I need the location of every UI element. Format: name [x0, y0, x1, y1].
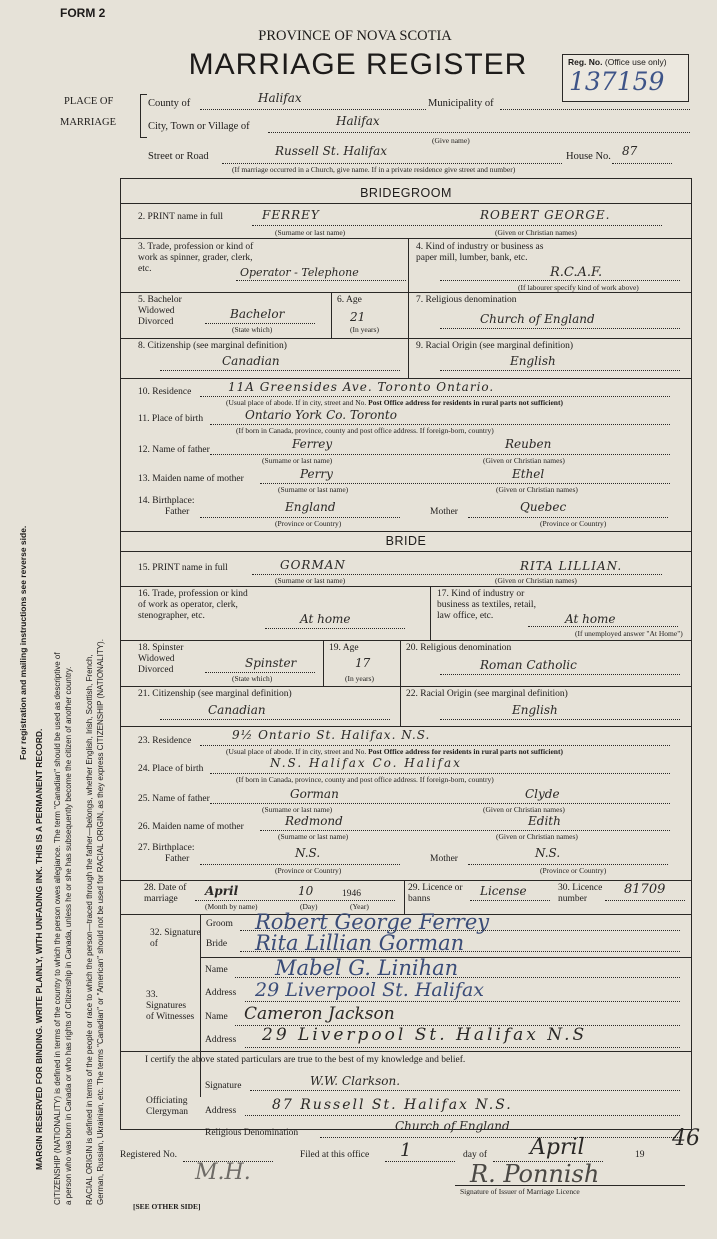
- bride-age-value: 17: [355, 656, 371, 670]
- side-note-1: For registration and mailing instructions see reverse side.: [18, 525, 28, 760]
- groom-residence-label: 10. Residence: [138, 387, 192, 397]
- groom-residence-note: (Usual place of abode. If in city, street and No. Post Office address for residents in rural parts not sufficient): [226, 398, 563, 407]
- groom-citizenship-value: Canadian: [222, 354, 280, 368]
- bride-father-given: Clyde: [525, 787, 560, 801]
- witness1-name: Mabel G. Linihan: [275, 956, 459, 980]
- bride-status-value: Spinster: [245, 656, 297, 670]
- form-label: FORM 2: [60, 6, 106, 20]
- licence-number-label: 30. Licence number: [558, 883, 603, 904]
- groom-mother-label: 13. Maiden name of mother: [138, 474, 244, 484]
- clergy-address-label: Address: [205, 1106, 237, 1116]
- clergy-denomination: Church of England: [395, 1119, 510, 1133]
- groom-mother-surname: Perry: [300, 467, 333, 481]
- bride-trade-label: 16. Trade, profession or kind of work as operator, clerk, stenographer, etc.: [138, 589, 248, 621]
- bride-origin-label: 22. Racial Origin (see marginal definition): [406, 689, 568, 699]
- groom-status-value: Bachelor: [230, 307, 285, 321]
- registrar-initials: M.H.: [195, 1160, 251, 1185]
- bride-father-label: 25. Name of father: [138, 794, 210, 804]
- house-label: House No.: [566, 151, 611, 162]
- house-value: 87: [622, 144, 638, 158]
- witness2-address: 29 Liverpool St. Halifax N.S: [262, 1025, 588, 1045]
- groom-mother-given: Ethel: [512, 467, 545, 481]
- groom-mother-given-note: (Given or Christian names): [496, 485, 578, 494]
- groom-age-note: (In years): [350, 325, 379, 334]
- registered-no-label: Registered No.: [120, 1150, 177, 1160]
- side-note-5: RACIAL ORIGIN is defined in terms of the people or race to which the person—traced through the father—belongs, whether English, Irish, Scottish, French,: [85, 654, 94, 1205]
- groom-status-note: (State which): [232, 325, 273, 334]
- bride-father-surname-note: (Surname or last name): [262, 805, 333, 814]
- county-value: Halifax: [258, 91, 302, 105]
- groom-given: ROBERT GEORGE.: [480, 208, 611, 222]
- bride-birthplace-label: 24. Place of birth: [138, 764, 204, 774]
- witness2-name-label: Name: [205, 1012, 228, 1022]
- bride-residence-note: (Usual place of abode. If in city, street and No. Post Office address for residents in rural parts not sufficient): [226, 747, 563, 756]
- groom-age-label: 6. Age: [337, 295, 362, 305]
- groom-signature: Robert George Ferrey: [255, 910, 490, 934]
- side-note-3: CITIZENSHIP (NATIONALITY) is defined in terms of the country to which the person owes allegiance. The term "Canadian" should be used as descriptive of: [53, 652, 62, 1205]
- groom-mother-bp-value: Quebec: [520, 500, 567, 514]
- day-of-label: day of: [463, 1150, 488, 1160]
- side-note-6: German, Russian, Ukrainian, etc. The terms "Canadian" or "American" should not be used for RACIAL ORIGIN, as they express CITIZENSHIP (NATIONALITY).: [96, 639, 105, 1205]
- witness2-address-label: Address: [205, 1035, 237, 1045]
- see-other-side: [SEE OTHER SIDE]: [133, 1202, 201, 1211]
- witness1-address-label: Address: [205, 988, 237, 998]
- bride-surname-note: (Surname or last name): [275, 576, 346, 585]
- licence-label: 29. Licence or banns: [408, 883, 463, 904]
- bride-citizenship-label: 21. Citizenship (see marginal definition): [138, 689, 292, 699]
- groom-sig-label: Groom: [206, 919, 233, 929]
- groom-given-note: (Given or Christian names): [495, 228, 577, 237]
- marriage-label: MARRIAGE: [60, 117, 117, 128]
- filed-label: Filed at this office: [300, 1150, 370, 1160]
- witness2-name: Cameron Jackson: [244, 1004, 395, 1024]
- bride-mother-bp-value: N.S.: [535, 846, 561, 860]
- bride-religion-value: Roman Catholic: [480, 658, 577, 672]
- groom-religion-label: 7. Religious denomination: [416, 295, 517, 305]
- place-brace: [140, 94, 147, 138]
- street-value: Russell St. Halifax: [275, 144, 388, 158]
- filed-year: 46: [672, 1126, 700, 1151]
- bride-given: RITA LILLIAN.: [520, 559, 623, 573]
- province-title: PROVINCE OF NOVA SCOTIA: [258, 28, 452, 44]
- street-note: (If marriage occurred in a Church, give name. If in a private residence give street and number): [232, 165, 516, 174]
- groom-trade-label: 3. Trade, profession or kind of work as spinner, grader, clerk, etc.: [138, 242, 254, 274]
- groom-father-given-note: (Given or Christian names): [483, 456, 565, 465]
- bride-age-note: (In years): [345, 674, 374, 683]
- bride-industry-note: (If unemployed answer "At Home"): [575, 629, 683, 638]
- municipality-label: Municipality of: [428, 98, 494, 109]
- groom-residence-value: 11A Greensides Ave. Toronto Ontario.: [228, 380, 495, 394]
- groom-origin-value: English: [510, 354, 556, 368]
- groom-trade-value: Operator - Telephone: [240, 266, 359, 279]
- issuer-signature: R. Ponnish: [470, 1160, 600, 1188]
- side-note-4: a person who was born in Canada or who has rights of Citizenship in Canada, unless he or she has subsequently become the citizen of another country.: [64, 666, 73, 1205]
- bride-industry-value: At home: [565, 612, 616, 626]
- groom-origin-label: 9. Racial Origin (see marginal definition): [416, 341, 574, 351]
- bride-origin-value: English: [512, 703, 558, 717]
- city-value: Halifax: [336, 114, 380, 128]
- year-prefix: 19: [635, 1150, 645, 1160]
- bride-mother-bp-note: (Province or Country): [540, 866, 607, 875]
- groom-status-label: 5. Bachelor Widowed Divorced: [138, 295, 182, 327]
- groom-mother-bp-note: (Province or Country): [540, 519, 607, 528]
- side-note-2: MARGIN RESERVED FOR BINDING. WRITE PLAINLY, WITH UNFADING INK. THIS IS A PERMANENT RECORD.: [34, 728, 44, 1170]
- groom-name-label: 2. PRINT name in full: [138, 212, 224, 222]
- groom-parents-birthplace-label: 14. Birthplace:: [138, 496, 195, 506]
- bride-industry-label: 17. Kind of industry or business as textiles, retail, law office, etc.: [437, 589, 536, 621]
- bride-trade-value: At home: [300, 612, 351, 626]
- groom-industry-label: 4. Kind of industry or business as paper mill, lumber, bank, etc.: [416, 242, 544, 263]
- marriage-year: 1946: [342, 889, 361, 899]
- bride-mother-surname: Redmond: [285, 814, 343, 828]
- bride-mother-label: 26. Maiden name of mother: [138, 822, 244, 832]
- issuer-note: Signature of Issuer of Marriage Licence: [460, 1187, 580, 1196]
- groom-father-surname-note: (Surname or last name): [262, 456, 333, 465]
- bride-mother-bp-label: Mother: [430, 854, 458, 864]
- witness1-name-label: Name: [205, 965, 228, 975]
- bride-surname: GORMAN: [280, 558, 346, 572]
- groom-birthplace-note: (If born in Canada, province, county and post office address. If foreign-born, country): [236, 426, 494, 435]
- signature-of-label: 32. Signature of: [150, 928, 201, 949]
- bride-father-bp-note: (Province or Country): [275, 866, 342, 875]
- groom-father-bp-label: Father: [165, 507, 190, 517]
- bride-father-surname: Gorman: [290, 787, 339, 801]
- groom-birthplace-label: 11. Place of birth: [138, 414, 204, 424]
- groom-surname-note: (Surname or last name): [275, 228, 346, 237]
- bride-citizenship-value: Canadian: [208, 703, 266, 717]
- bride-parents-birthplace-label: 27. Birthplace:: [138, 843, 195, 853]
- page-title: MARRIAGE REGISTER: [188, 48, 528, 81]
- bride-heading: BRIDE: [385, 534, 427, 548]
- bride-mother-given: Edith: [528, 814, 561, 828]
- licence-value: License: [480, 884, 527, 898]
- officiating-label: Officiating Clergyman: [146, 1096, 189, 1117]
- filed-day: 1: [400, 1140, 412, 1161]
- clergy-address: 87 Russell St. Halifax N.S.: [272, 1097, 513, 1113]
- witnesses-label: 33. Signatures of Witnesses: [146, 990, 195, 1022]
- clergy-signature: W.W. Clarkson.: [310, 1074, 401, 1088]
- groom-father-bp-note: (Province or Country): [275, 519, 342, 528]
- groom-surname: FERREY: [262, 208, 320, 222]
- bride-status-label: 18. Spinster Widowed Divorced: [138, 643, 184, 675]
- bride-father-bp-value: N.S.: [295, 846, 321, 860]
- bride-mother-given-note: (Given or Christian names): [496, 832, 578, 841]
- groom-father-bp-value: England: [285, 500, 336, 514]
- reg-no-value: 137159: [569, 67, 665, 96]
- certify-text: I certify the above stated particulars are true to the best of my knowledge and belief.: [145, 1055, 466, 1065]
- bride-status-note: (State which): [232, 674, 273, 683]
- year-note: (Year): [350, 902, 369, 911]
- bride-sig-label: Bride: [206, 939, 228, 949]
- place-of-label: PLACE OF: [64, 96, 114, 107]
- groom-age-value: 21: [350, 310, 366, 324]
- bride-residence-label: 23. Residence: [138, 736, 192, 746]
- groom-mother-bp-label: Mother: [430, 507, 458, 517]
- religious-denomination-label: Religious Denomination: [205, 1128, 299, 1138]
- marriage-day: 10: [298, 884, 314, 898]
- bride-birthplace-value: N.S. Halifax Co. Halifax: [270, 756, 462, 770]
- reg-no-label: Reg. No.: [568, 57, 603, 67]
- witness1-address: 29 Liverpool St. Halifax: [255, 979, 484, 1001]
- groom-father-label: 12. Name of father: [138, 445, 210, 455]
- groom-father-given: Reuben: [505, 437, 552, 451]
- bride-father-given-note: (Given or Christian names): [483, 805, 565, 814]
- groom-father-surname: Ferrey: [292, 437, 333, 451]
- filed-month: April: [530, 1135, 585, 1160]
- reg-no-note: (Office use only): [604, 57, 667, 67]
- groom-industry-note: (If labourer specify kind of work above): [518, 283, 639, 292]
- groom-citizenship-label: 8. Citizenship (see marginal definition): [138, 341, 287, 351]
- bride-signature: Rita Lillian Gorman: [255, 931, 465, 955]
- county-label: County of: [148, 98, 191, 109]
- month-note: (Month by name): [205, 902, 258, 911]
- bridegroom-heading: BRIDEGROOM: [360, 186, 452, 200]
- groom-birthplace-value: Ontario York Co. Toronto: [245, 408, 397, 422]
- bride-father-bp-label: Father: [165, 854, 190, 864]
- licence-number-value: 81709: [624, 882, 666, 897]
- groom-mother-surname-note: (Surname or last name): [278, 485, 349, 494]
- bride-name-label: 15. PRINT name in full: [138, 563, 228, 573]
- clergy-signature-label: Signature: [205, 1081, 242, 1091]
- date-label: 28. Date of marriage: [144, 883, 187, 904]
- groom-industry-value: R.C.A.F.: [550, 265, 603, 280]
- give-name-note: (Give name): [432, 136, 470, 145]
- bride-mother-surname-note: (Surname or last name): [278, 832, 349, 841]
- groom-religion-value: Church of England: [480, 312, 595, 326]
- city-label: City, Town or Village of: [148, 121, 250, 132]
- bride-religion-label: 20. Religious denomination: [406, 643, 512, 653]
- bride-birthplace-note: (If born in Canada, province, county and post office address. If foreign-born, country): [236, 775, 494, 784]
- bride-age-label: 19. Age: [329, 643, 359, 653]
- bride-residence-value: 9½ Ontario St. Halifax. N.S.: [232, 728, 431, 742]
- street-label: Street or Road: [148, 151, 209, 162]
- reg-no-box: [562, 54, 689, 102]
- day-note: (Day): [300, 902, 318, 911]
- bride-given-note: (Given or Christian names): [495, 576, 577, 585]
- marriage-month: April: [205, 884, 239, 898]
